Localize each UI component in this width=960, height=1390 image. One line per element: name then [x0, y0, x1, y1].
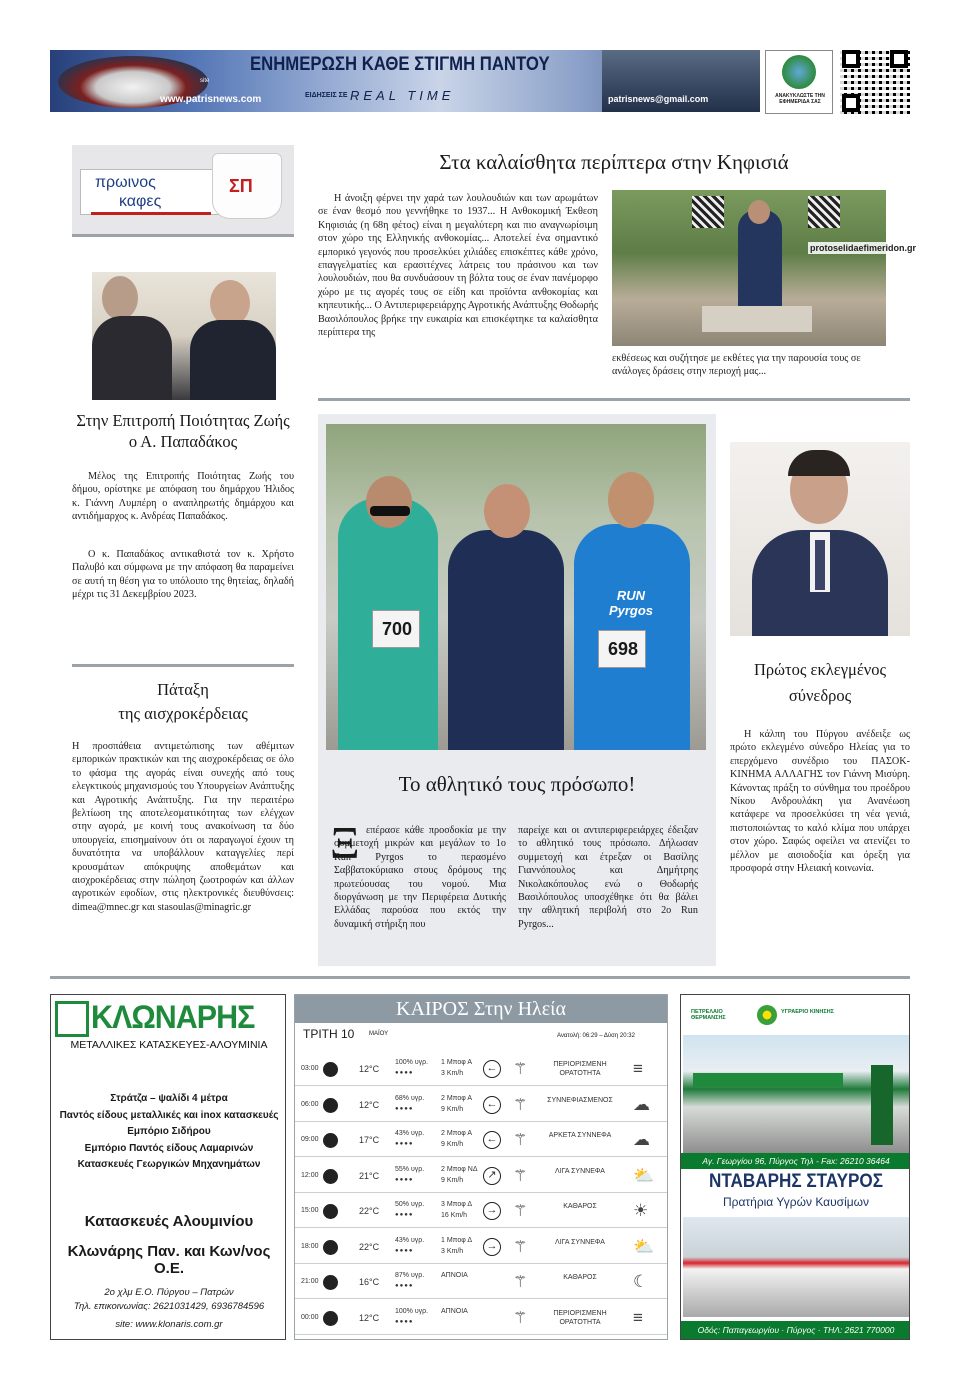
run-col1: επέρασε κάθε προσδοκία με την συμμετοχή μικρών και μεγάλων το 1ο Run Pyrgos το περασμένο Σαββατοκύριακο στους δρόμους της πρωτεύουσας του νομού. Μια διοργάνωση με την Περιφέρεια Δυτικής Ελλάδας παρούσα που εκτός την δυναμική στήριξη που: [334, 825, 506, 930]
klonaris-lines: [51, 1091, 287, 1174]
ntavaris-lower-photo: [683, 1217, 909, 1317]
weather-row: [295, 1160, 667, 1193]
left-divider: [72, 664, 294, 667]
weather-desc: ΚΑΘΑΡΟΣ: [563, 1274, 597, 1281]
weather-desc: ΑΡΚΕΤΑ ΣΥΝΝΕΦΑ: [548, 1132, 612, 1139]
weather-sun-times: Ανατολή: 06:29 – Δύση 20:32: [557, 1033, 635, 1039]
klonaris-ad[interactable]: [50, 994, 286, 1340]
run-photo: [326, 424, 706, 750]
weather-rows: [295, 1053, 667, 1337]
weather-wind: ΑΠΝΟΙΑ: [441, 1272, 468, 1279]
weather-time: 18:00: [301, 1242, 319, 1250]
humidity-drops-icon: ●●●●: [395, 1318, 414, 1325]
clock-icon: [323, 1275, 338, 1290]
ntavaris-bottom: Οδός: Παπαγεωργίου · Πύργος · ΤΗΛ: 2621 770000: [681, 1321, 910, 1339]
synedros-body: Η κάλπη του Πύργου ανέδειξε ως πρώτο εκλεγμένο σύνεδρο Ηλείας για το επερχόμενο συνέδριο του ΠΑΣΟΚ-ΚΙΝΗΜΑ ΑΛΛΑΓΗΣ τον Γιάννη Μισύρη. Κάνοντας πράξη το σύνθημα του προέδρου Νίκου Ανδρουλάκη για Ανανέωση κατάφερε να προσελκύσει τη νέα γενιά, πιστοποιώντας το καλό κλίμα που υπάρχει στον χώρο. Σαφώς οφείλει να ατενίζει το μέλλον με αισιοδοξία και όρεξη για προσφορά στην Ηλειακή κοινωνία.: [730, 729, 910, 875]
kifisia-title: Στα καλαίσθητα περίπτερα στην Κηφισιά: [439, 150, 789, 174]
windmill-icon: ⚚: [513, 1167, 528, 1185]
klonaris-site[interactable]: site: www.klonaris.com.gr: [115, 1319, 223, 1330]
kifisia-watermark: protoselidaefimeridon.gr: [810, 243, 917, 253]
weather-wind-speed: 3 Km/h: [441, 1070, 464, 1077]
papadakos-photo: [92, 272, 276, 400]
humidity-drops-icon: ●●●●: [395, 1283, 414, 1289]
weather-humidity: 55% υγρ.: [395, 1165, 425, 1173]
klonaris-logo: ΚΛΩΝΑΡΗΣ: [91, 999, 255, 1035]
windmill-icon: ⚚: [513, 1274, 528, 1291]
weather-desc: ΣΥΝΝΕΦΙΑΣΜΕΝΟΣ: [547, 1096, 613, 1104]
weather-wind-speed: 16 Km/h: [441, 1212, 468, 1219]
banner-subline: ΕΙΔΗΣΕΙΣ ΣΕ: [305, 92, 348, 99]
papadakos-p2: Ο κ. Παπαδάκος αντικαθιστά τον κ. Χρήστο Παλυβό και σύμφωνα με την απόφαση θα παραμείνει σε αυτή τη θέση για το υπόλοιπο της θητείας, δηλαδή μέχρι τις 31 Δεκεμβρίου 2023.: [72, 549, 294, 601]
weather-time: 12:00: [301, 1171, 319, 1179]
weather-desc: ΛΙΓΑ ΣΥΝΝΕΦΑ: [555, 1167, 605, 1175]
weather-month: ΜΑΪΟΥ: [369, 1031, 389, 1037]
wind-direction-icon: ↗: [483, 1167, 501, 1185]
weather-desc: ΛΙΓΑ ΣΥΝΝΕΦΑ: [555, 1238, 605, 1246]
ntavaris-ad[interactable]: [680, 994, 910, 1340]
humidity-drops-icon: ●●●●: [395, 1141, 414, 1147]
kifisia-caption: εκθέσεως και συζήτησε με εκθέτες για την παρουσία τους σε ανάλογες δράσεις στην περιοχή μας...: [612, 353, 861, 378]
synedros-title-2: σύνεδρος: [788, 686, 852, 705]
weather-row: [295, 1195, 667, 1228]
klonaris-line-2: Παντός είδους μεταλλικές και inox κατασκευές: [59, 1109, 279, 1121]
clock-icon: [323, 1240, 338, 1255]
banner-email[interactable]: patrisnews@gmail.com: [608, 94, 709, 104]
weather-desc: ΠΕΡΙΟΡΙΣΜΕΝΗ ΟΡΑΤΟΤΗΤΑ: [553, 1309, 607, 1326]
kifisia-body: Η άνοιξη φέρνει την χαρά των λουλουδιών και των αρωμάτων σε έναν θεσμό που γεννήθηκε το 1937... Η Ανθοκομική Έκθεση Κηφισιάς (η 68η φέτος) είναι η μεγαλύτερη και πιο αναγνωρίσιμη στον χώρο της Ελληνικής ανθοκομίας... Αποτελεί ένα σημαντικό εμπορικό γεγονός που προσελκύει χιλιάδες επισκέπτες κάθε χρόνο, επαγγελματίες και ερασιτέχνες λάτρεις του πράσινου και των λουλουδιών, που θα συνδυάσουν τη βόλτα τους σε έναν πανέμορφο χώρο με τις αγορές τους σε είδη και προϊόντα ανθοκομίας και κηπευτικής... Ο Αντιπεριφερειάρχης Αγροτικής Ανάπτυξης Θοδωρής Βασιλόπουλος βρήκε την ευκαιρία και επισκέφτηκε τα καλαίσθητα περίπτερα της: [318, 193, 598, 339]
recycle-box: [765, 50, 833, 114]
clock-icon: [323, 1098, 338, 1113]
weather-wind-speed: 9 Km/h: [441, 1176, 464, 1184]
pataxi-title-1: Πάταξη: [157, 680, 209, 699]
coffee-mug-logo: ΣΠ: [229, 176, 253, 196]
top-banner[interactable]: [50, 50, 760, 112]
windmill-icon: ⚚: [513, 1132, 528, 1149]
weather-humidity: 68% υγρ.: [395, 1094, 425, 1102]
humidity-drops-icon: ●●●●: [395, 1176, 414, 1183]
bp-logo-icon: [757, 1005, 777, 1025]
recycle-icon: [782, 55, 816, 89]
weather-row: [295, 1089, 667, 1122]
run-title: Το αθλητικό τους πρόσωπο!: [398, 772, 636, 796]
windmill-icon: ⚚: [513, 1096, 528, 1114]
weather-wind-speed: 9 Km/h: [441, 1105, 464, 1113]
ntavaris-top2: ΥΓΡΑΕΡΙΟ ΚΙΝΗΣΗΣ: [781, 1009, 834, 1015]
run-dropcap: Ξ: [330, 817, 360, 868]
klonaris-line-1: Στράτζα – ψαλίδι 4 μέτρα: [110, 1093, 228, 1104]
klonaris-line-5: Κατασκευές Γεωργικών Μηχανημάτων: [77, 1159, 261, 1170]
coffee-line2: καφες: [119, 193, 162, 210]
pataxi-title-2: της αισχροκέρδειας: [118, 704, 248, 723]
windmill-icon: ⚚: [513, 1238, 528, 1256]
weather-desc: ΠΕΡΙΟΡΙΣΜΕΝΗ ΟΡΑΤΟΤΗΤΑ: [553, 1061, 607, 1077]
weather-temp: 12°C: [359, 1312, 380, 1323]
klonaris-aluminium: Κατασκευές Αλουμινίου: [84, 1213, 254, 1230]
klonaris-company: Κλωνάρης Παν. και Κων/νος Ο.Ε.: [67, 1243, 271, 1277]
bib-698-number: 698: [607, 639, 639, 659]
clock-icon: [323, 1133, 338, 1148]
kifisia-qr-1: [692, 196, 724, 228]
weather-humidity: 50% υγρ.: [395, 1201, 425, 1208]
kifisia-photo: [612, 190, 886, 346]
weather-row: [295, 1053, 667, 1086]
weather-wind: ΑΠΝΟΙΑ: [441, 1307, 468, 1315]
windmill-icon: ⚚: [513, 1309, 528, 1327]
weather-title: ΚΑΙΡΟΣ Στην Ηλεία: [295, 995, 667, 1023]
weather-fog-icon: ≡: [633, 1059, 643, 1078]
klonaris-line-3: Εμπόριο Σιδήρου: [127, 1126, 211, 1137]
bib-698: [598, 630, 646, 668]
weather-temp: 22°C: [359, 1206, 380, 1216]
synedros-title-1: Πρώτος εκλεγμένος: [753, 660, 887, 679]
weather-time: 09:00: [301, 1136, 319, 1143]
windmill-icon: ⚚: [513, 1061, 528, 1078]
humidity-drops-icon: ●●●●: [395, 1212, 414, 1218]
clock-icon: [323, 1169, 338, 1184]
wind-direction-icon: ←: [483, 1131, 501, 1149]
weather-humidity: 100% υγρ.: [395, 1059, 429, 1066]
papadakos-title: Στην Επιτροπή Ποιότητας Ζωής ο Α. Παπαδάκος: [76, 411, 290, 451]
coffee-mug-icon: [212, 153, 282, 219]
banner-realtime: REAL TIME: [350, 88, 455, 103]
qr-code[interactable]: [840, 48, 910, 114]
clock-icon: [323, 1062, 338, 1077]
weather-wind: 1 Μποφ Δ: [441, 1236, 473, 1244]
weather-temp: 16°C: [359, 1277, 380, 1287]
weather-fog-icon: ≡: [633, 1307, 643, 1327]
weather-row: [295, 1124, 667, 1157]
weather-wind: 2 Μποφ ΝΔ: [441, 1165, 478, 1173]
weather-time: 00:00: [301, 1313, 319, 1321]
klonaris-address: 2ο χλμ Ε.Ο. Πύργου – Πατρών: [104, 1287, 234, 1298]
ntavaris-sub: Πρατήρια Υγρών Καυσίμων: [722, 1195, 870, 1209]
weather-row: [295, 1266, 667, 1299]
wind-direction-icon: →: [483, 1202, 501, 1220]
weather-wind: 2 Μποφ Α: [441, 1130, 473, 1137]
klonaris-line-4: Εμπόριο Παντός είδους Λαμαρινών: [84, 1142, 254, 1154]
bib-700-number: 700: [381, 619, 413, 639]
weather-humidity: 43% υγρ.: [395, 1236, 425, 1244]
weather-temp: 22°C: [359, 1241, 380, 1252]
wind-direction-icon: ←: [483, 1060, 501, 1078]
pataxi-body: Η προσπάθεια αντιμετώπισης των αθέμιτων εμπορικών πρακτικών και της αισχροκέρδειας σε όλο το φάσμα της αγοράς είναι συνεχής από τους ελεγκτικούς μηχανισμούς του Υπουργείων Ανάπτυξης και Αγροτικής Ανάπτυξης. Για την περαιτέρω βελτίωση της αποτελεσματικότητας των ελέγχων στην αγορά, με κοινή τους ανακοίνωση τα δύο υπουργεία, επισημαίνουν ότι οι παραγωγοί έχουν τη δυνατότητα να υποβάλλουν καταγγελίες περί κρουσμάτων απόκρυψης αποθεμάτων και αισχροκέρδειας στην πώληση ζωοτροφών και άλλων αγροτικών εφοδίων, στις ηλεκτρονικές διευθύνσεις: dimea@mnec.gr και stasoulas@minagric.gr: [72, 741, 294, 913]
humidity-drops-icon: ●●●●: [395, 1070, 414, 1076]
run-col2: παρείχε και οι αντιπεριφερειάρχες έδειξαν το αθλητικό τους πρόσωπο. Δήλωσαν συμμετοχή και έτρεξαν οι Βασίλης Γιαννόπουλος και Δημήτρης Νικολακόπουλος ενώ ο Θοδωρής Βασιλόπουλος υποσχέθηκε ότι θα βάλει την αθλητική περιβολή στο 2ο Run Pyrgos...: [518, 825, 698, 930]
kifisia-divider: [318, 398, 910, 401]
run-shirt-logo: RUN Pyrgos: [608, 588, 654, 618]
weather-cloud-icon: ☁: [633, 1094, 650, 1114]
weather-temp: 21°C: [359, 1170, 380, 1181]
weather-partly-icon: ⛅: [633, 1165, 655, 1185]
weather-desc: ΚΑΘΑΡΟΣ: [563, 1203, 597, 1210]
klonaris-logo-mark: [55, 1001, 89, 1037]
weather-time: 03:00: [301, 1065, 319, 1072]
weather-time: 21:00: [301, 1278, 319, 1285]
humidity-drops-icon: ●●●●: [395, 1105, 414, 1112]
windmill-icon: ⚚: [513, 1203, 528, 1220]
weather-humidity: 100% υγρ.: [395, 1307, 429, 1315]
coffee-label-box: [80, 169, 220, 215]
recycle-text: ΑΝΑΚΥΚΛΩΣΤΕ ΤΗΝ ΕΦΗΜΕΡΙΔΑ ΣΑΣ: [775, 93, 825, 105]
weather-moon-icon: ☾: [633, 1272, 649, 1291]
weather-wind: 1 Μποφ Α: [441, 1059, 473, 1066]
weather-time: 06:00: [301, 1100, 319, 1108]
suit-man: [448, 530, 564, 750]
weather-widget: [294, 994, 668, 1340]
ntavaris-station-photo: [683, 1035, 909, 1155]
weather-humidity: 87% υγρ.: [395, 1272, 425, 1279]
kifisia-qr-2: [808, 196, 840, 228]
weather-cloud-icon: ☁: [633, 1130, 650, 1149]
ntavaris-name: ΝΤΑΒΑΡΗΣ ΣΤΑΥΡΟΣ: [709, 1171, 883, 1192]
humidity-drops-icon: ●●●●: [395, 1247, 414, 1254]
papadakos-p1: Μέλος της Επιτροπής Ποιότητας Ζωής του δήμου, ορίστηκε με απόφαση του δημάρχου Ήλιδος κ. Γιάννη Λυμπέρη ο αναπληρωτής δημάρχου και αντιδήμαρχος κ. Ανδρέας Παπαδάκος.: [72, 471, 294, 523]
weather-humidity: 43% υγρ.: [395, 1130, 425, 1137]
synedros-photo: [730, 442, 910, 636]
banner-site-label: site: [200, 78, 210, 84]
weather-wind-speed: 9 Km/h: [441, 1141, 464, 1148]
weather-time: 15:00: [301, 1207, 319, 1214]
ads-divider: [50, 976, 910, 979]
weather-partly-icon: ⛅: [633, 1236, 655, 1256]
ntavaris-address: Αγ. Γεωργίου 96, Πύργος Τηλ - Fax: 26210 36464: [681, 1153, 910, 1169]
wind-direction-icon: ←: [483, 1096, 501, 1114]
wind-direction-icon: →: [483, 1238, 501, 1256]
weather-day: ΤΡΙΤΗ 10: [303, 1027, 355, 1041]
coffee-logo-box: [72, 145, 294, 237]
banner-website[interactable]: www.patrisnews.com: [160, 94, 262, 105]
weather-wind: 2 Μποφ Α: [441, 1094, 473, 1102]
weather-temp: 12°C: [359, 1099, 380, 1110]
banner-headline: ΕΝΗΜΕΡΩΣΗ ΚΑΘΕ ΣΤΙΓΜΗ ΠΑΝΤΟΥ: [250, 54, 550, 75]
weather-temp: 17°C: [359, 1135, 380, 1145]
klonaris-phone: Τηλ. επικοινωνίας: 2621031429, 6936784596: [73, 1301, 265, 1312]
clock-icon: [323, 1204, 338, 1219]
weather-wind-speed: 3 Km/h: [441, 1247, 464, 1255]
bib-700: [372, 610, 420, 648]
klonaris-sub: ΜΕΤΑΛΛΙΚΕΣ ΚΑΤΑΣΚΕΥΕΣ-ΑΛΟΥΜΙΝΙΑ: [70, 1039, 268, 1051]
weather-row: [295, 1231, 667, 1264]
weather-wind: 3 Μποφ Δ: [441, 1201, 473, 1208]
coffee-line1: πρωινος: [95, 174, 156, 191]
weather-temp: 12°C: [359, 1064, 380, 1074]
ntavaris-top1: ΠΕΤΡΕΛΑΙΟ ΘΕΡΜΑΝΣΗΣ: [691, 1009, 726, 1021]
weather-sun-icon: ☀: [633, 1201, 649, 1220]
clock-icon: [323, 1311, 338, 1326]
weather-row: [295, 1302, 667, 1335]
